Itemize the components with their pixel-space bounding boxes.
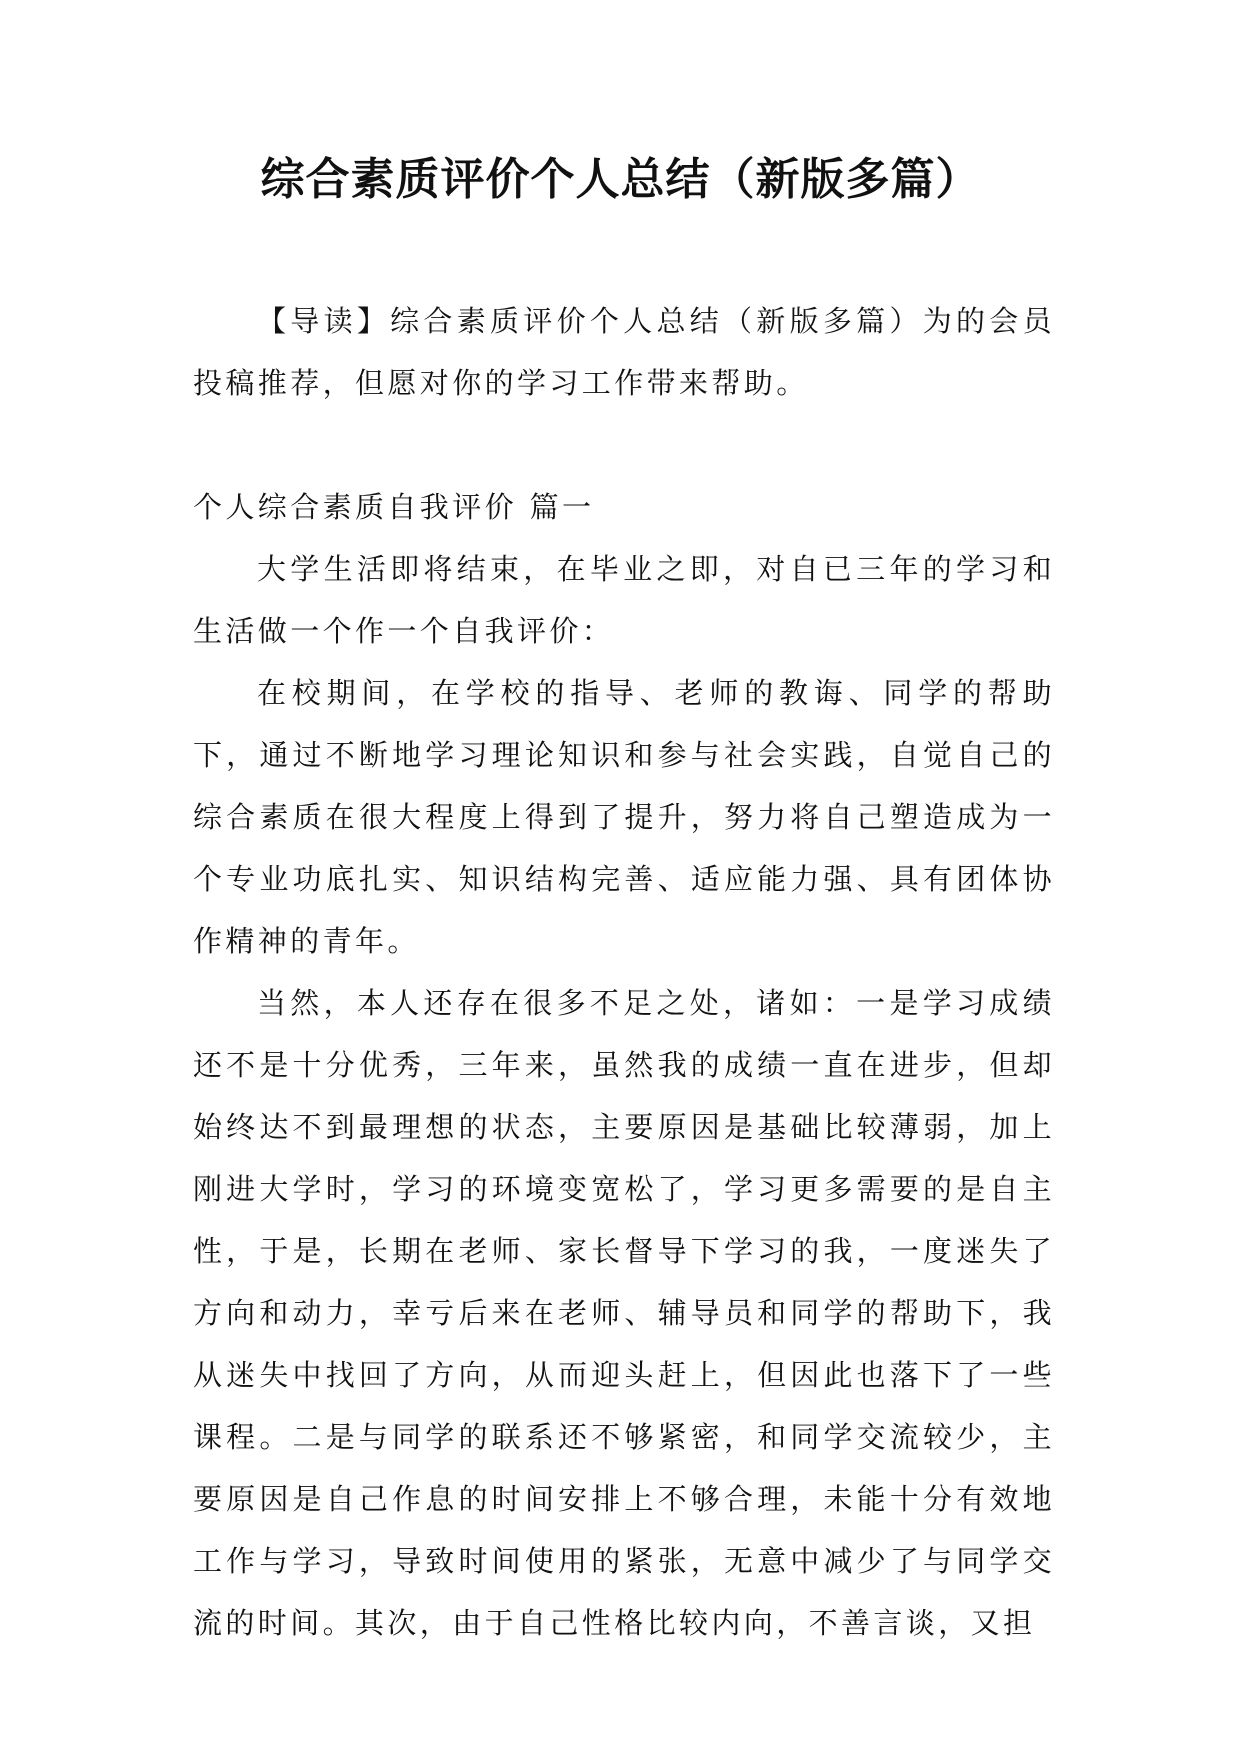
- body-paragraph-1: 大学生活即将结束，在毕业之即，对自已三年的学习和生活做一个作一个自我评价：: [193, 552, 1055, 648]
- intro-paragraph: 【导读】综合素质评价个人总结（新版多篇）为的会员投稿推荐，但愿对你的学习工作带来帮助。: [193, 304, 1055, 400]
- document-body: [193, 290, 1055, 1654]
- document-title: 综合素质评价个人总结（新版多篇）: [260, 154, 981, 205]
- body-paragraph-2: 在校期间，在学校的指导、老师的教诲、同学的帮助下，通过不断地学习理论知识和参与社会实践，自觉自己的综合素质在很大程度上得到了提升，努力将自己塑造成为一个专业功底扎实、知识结构完善、适应能力强、具有团体协作精神的青年。: [193, 676, 1055, 958]
- section-heading: 个人综合素质自我评价 篇一: [193, 490, 595, 524]
- body-paragraph-3: 当然，本人还存在很多不足之处，诸如：一是学习成绩还不是十分优秀，三年来，虽然我的成绩一直在进步，但却始终达不到最理想的状态，主要原因是基础比较薄弱，加上刚进大学时，学习的环境变宽松了，学习更多需要的是自主性，于是，长期在老师、家长督导下学习的我，一度迷失了方向和动力，幸亏后来在老师、辅导员和同学的帮助下，我从迷失中找回了方向，从而迎头赶上，但因此也落下了一些课程。二是与同学的联系还不够紧密，和同学交流较少，主要原因是自己作息的时间安排上不够合理，未能十分有效地工作与学习，导致时间使用的紧张，无意中减少了与同学交流的时间。其次，由于自己性格比较内向，不善言谈，又担: [193, 986, 1055, 1640]
